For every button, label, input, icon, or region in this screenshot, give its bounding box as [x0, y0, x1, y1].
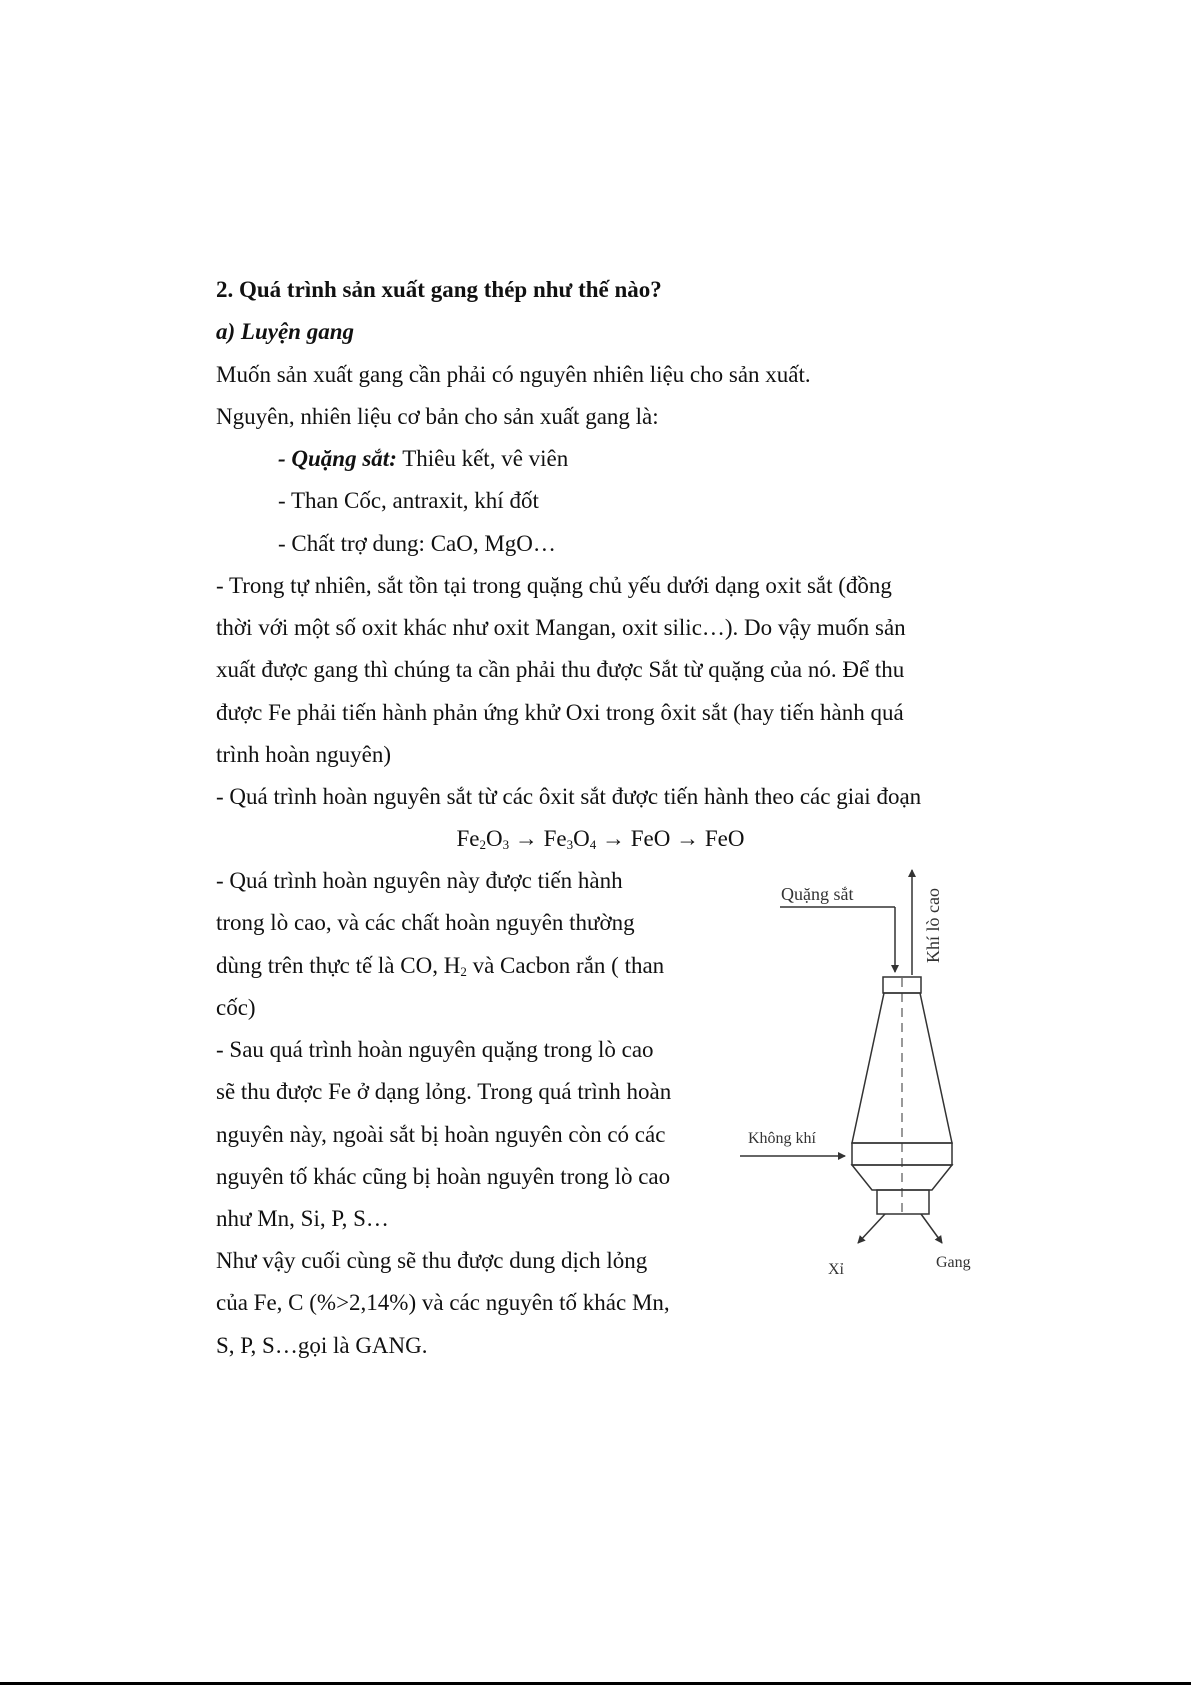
paragraph2-line-4: cốc) [216, 995, 256, 1020]
paragraph3-line-6: Như vậy cuối cùng sẽ thu được dung dịch lỏng [216, 1248, 648, 1273]
intro-line-1: Muốn sản xuất gang cần phải có nguyên nhiên liệu cho sản xuất. [216, 362, 811, 387]
paragraph3-line-7: của Fe, C (%>2,14%) và các nguyên tố khác Mn, [216, 1290, 670, 1315]
iron-label: Gang [936, 1254, 971, 1271]
paragraph1-line-2: thời với một số oxit khác như oxit Mangan, oxit silic…). Do vậy muốn sản [216, 615, 906, 640]
material-ore [278, 444, 568, 474]
material-ore-label: - Quặng sắt: [278, 446, 397, 471]
gas-label: Khí lò cao [923, 888, 943, 963]
paragraph2-line-3: dùng trên thực tế là CO, $H_2$ và Cacbon rắn ( than [216, 953, 665, 979]
eq-feo-1: FeO [630, 826, 671, 851]
material-flux: - Chất trợ dung: CaO, MgO… [278, 531, 556, 556]
paragraph1-line-3: xuất được gang thì chúng ta cần phải thu được Sắt từ quặng của nó. Để thu [216, 657, 905, 682]
furnace-crucible [877, 1190, 929, 1214]
material-ore-value: Thiêu kết, vê viên [396, 446, 569, 471]
paragraph3-line-2: sẽ thu được Fe ở dạng lỏng. Trong quá trình hoàn [216, 1079, 672, 1104]
air-label: Không khí [748, 1130, 816, 1147]
intro-line-2: Nguyên, nhiên liệu cơ bản cho sản xuất gang là: [216, 404, 659, 429]
iron-arrow [921, 1214, 942, 1243]
eq-feo-2: FeO [704, 826, 745, 851]
paragraph3-line-4: nguyên tố khác cũng bị hoàn nguyên trong lò cao [216, 1164, 671, 1189]
paragraph1-line-6: - Quá trình hoàn nguyên sắt từ các ôxit sắt được tiến hành theo các giai đoạn [216, 784, 922, 809]
section-subheading: a) Luyện gang [216, 319, 354, 344]
page-heading: 2. Quá trình sản xuất gang thép như thế nào? [216, 277, 662, 302]
paragraph1-line-5: trình hoàn nguyên) [216, 742, 392, 767]
eq-fe3o4: $Fe_3O_4$ [543, 826, 597, 852]
eq-arrow-3: → [670, 826, 705, 851]
paragraph3-line-1: - Sau quá trình hoàn nguyên quặng trong lò cao [216, 1037, 654, 1062]
ore-label: Quặng sắt [781, 884, 854, 904]
paragraph3-line-8: S, P, S…gọi là GANG. [216, 1333, 428, 1358]
paragraph3-line-5: như Mn, Si, P, S… [216, 1206, 389, 1231]
paragraph2-line-1: - Quá trình hoàn nguyên này được tiến hành [216, 868, 623, 893]
paragraph1-line-4: được Fe phải tiến hành phản ứng khử Oxi trong ôxit sắt (hay tiến hành quá [216, 700, 904, 725]
material-coal: - Than Cốc, antraxit, khí đốt [278, 488, 539, 513]
paragraph3-line-3: nguyên này, ngoài sắt bị hoàn nguyên còn có các [216, 1122, 666, 1147]
eq-fe2o3: $Fe_2O_3$ [456, 826, 510, 852]
blast-furnace-diagram [740, 860, 980, 1280]
reduction-equation [0, 824, 1191, 854]
eq-arrow-2: → [596, 826, 631, 851]
eq-arrow-1: → [509, 826, 544, 851]
paragraph2-line-2: trong lò cao, và các chất hoàn nguyên thường [216, 910, 635, 935]
slag-label: Xỉ [828, 1261, 844, 1278]
slag-arrow [858, 1214, 885, 1243]
paragraph1-line-1: - Trong tự nhiên, sắt tồn tại trong quặng chủ yếu dưới dạng oxit sắt (đồng [216, 573, 892, 598]
